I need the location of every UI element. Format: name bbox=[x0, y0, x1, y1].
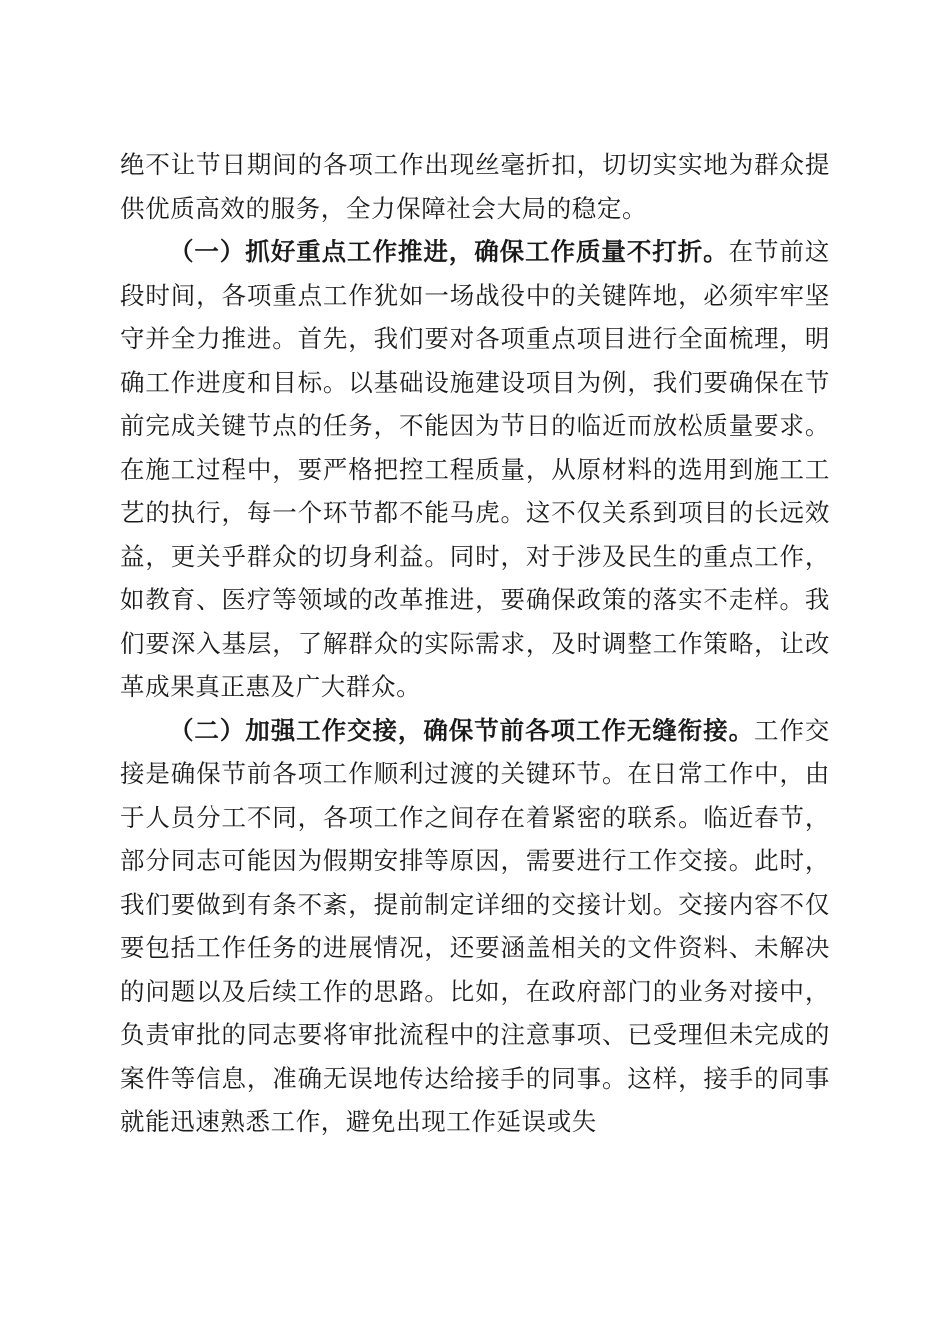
paragraph-text: 绝不让节日期间的各项工作出现丝毫折扣，切切实实地为群众提供优质高效的服务，全力保障社会大局的稳定。 bbox=[120, 150, 830, 223]
document-body bbox=[120, 143, 830, 1144]
section-heading-two: （二）加强工作交接，确保节前各项工作无缝衔接。 bbox=[169, 715, 755, 745]
paragraph-section-two bbox=[120, 709, 830, 1144]
paragraph-continuation bbox=[120, 143, 830, 230]
paragraph-text: 在节前这段时间，各项重点工作犹如一场战役中的关键阵地，必须牢牢坚守并全力推进。首先，我们要对各项重点项目进行全面梳理，明确工作进度和目标。以基础设施建设项目为例，我们要确保在节前完成关键节点的任务，不能因为节日的临近而放松质量要求。在施工过程中，要严格把控工程质量，从原材料的选用到施工工艺的执行，每一个环节都不能马虎。这不仅关系到项目的长远效益，更关乎群众的切身利益。同时，对于涉及民生的重点工作，如教育、医疗等领域的改革推进，要确保政策的落实不走样。我们要深入基层，了解群众的实际需求，及时调整工作策略，让改革成果真正惠及广大群众。 bbox=[120, 237, 831, 701]
paragraph-text: 工作交接是确保节前各项工作顺利过渡的关键环节。在日常工作中，由于人员分工不同，各项工作之间存在着紧密的联系。临近春节，部分同志可能因为假期安排等原因，需要进行工作交接。此时，我们要做到有条不紊，提前制定详细的交接计划。交接内容不仅要包括工作任务的进展情况，还要涵盖相关的文件资料、未解决的问题以及后续工作的思路。比如，在政府部门的业务对接中，负责审批的同志要将审批流程中的注意事项、已受理但未完成的案件等信息，准确无误地传达给接手的同事。这样，接手的同事就能迅速熟悉工作，避免出现工作延误或失 bbox=[120, 715, 830, 1136]
paragraph-section-one bbox=[120, 230, 830, 709]
section-heading-one: （一）抓好重点工作推进，确保工作质量不打折。 bbox=[169, 237, 729, 266]
